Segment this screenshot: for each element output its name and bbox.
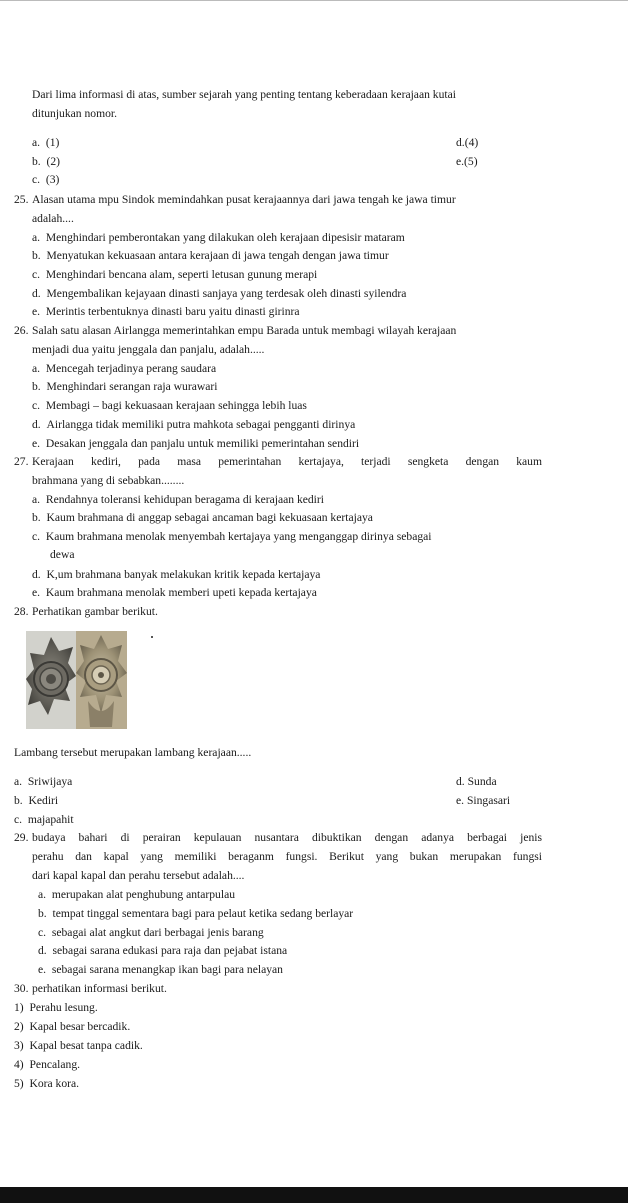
q30-prompt: perhatikan informasi berikut. (32, 982, 167, 995)
option-label: e. (38, 963, 47, 976)
item-label: 1) (14, 1001, 24, 1014)
q27-option-c-continued: dewa (50, 548, 75, 561)
option-label: b. (32, 155, 41, 168)
q28-option-a[interactable] (14, 773, 72, 792)
option-text: majapahit (27, 813, 74, 826)
option-text: Mengembalikan kejayaan dinasti sanjaya yang terdesak oleh dinasti syilendra (46, 287, 407, 300)
option-text: K,um brahmana banyak melakukan kritik kepada kertajaya (46, 568, 321, 581)
q24-option-b[interactable] (32, 153, 60, 172)
option-text: Kaum brahmana menolak memberi upeti kepada kertajaya (45, 586, 317, 599)
option-label: c. (32, 268, 41, 281)
q24-option-a[interactable] (32, 134, 59, 153)
option-text: sebagai sarana menangkap ikan bagi para nelayan (51, 963, 283, 976)
option-label: c. (14, 813, 23, 826)
q30-number: 30. (14, 982, 29, 995)
option-text: Menghindari pemberontakan yang dilakukan oleh kerajaan dipesisir mataram (45, 231, 405, 244)
option-text: Menghindari serangan raja wurawari (46, 380, 218, 393)
q26-option-d[interactable] (32, 416, 355, 435)
option-label: d. (32, 418, 41, 431)
item-text: Pencalang. (29, 1058, 81, 1071)
q25-number: 25. (14, 193, 29, 206)
q29-option-b[interactable] (38, 905, 353, 924)
option-text: Menyatukan kekuasaan antara kerajaan di jawa tengah dengan jawa timur (46, 249, 389, 262)
option-text: merupakan alat penghubung antarpulau (51, 888, 236, 901)
q29-option-c[interactable] (38, 924, 264, 943)
q30-item-5 (14, 1075, 79, 1094)
q24-option-c[interactable] (32, 171, 59, 190)
q28-prompt: Perhatikan gambar berikut. (32, 605, 158, 618)
q28-option-e[interactable] (456, 792, 510, 811)
option-label: d. (32, 287, 41, 300)
option-label: a. (14, 775, 23, 788)
royal-emblem-image (26, 631, 127, 729)
option-label: a. (32, 493, 41, 506)
q25-stem-line-2: adalah.... (32, 212, 74, 225)
q30-item-2 (14, 1018, 130, 1037)
item-label: 2) (14, 1020, 24, 1033)
option-label: e. (32, 437, 41, 450)
stray-mark (151, 636, 153, 638)
option-label: c. (38, 926, 47, 939)
option-label: d. (456, 775, 465, 788)
q25-option-e[interactable] (32, 303, 300, 322)
item-text: Perahu lesung. (29, 1001, 98, 1014)
option-text: Membagi – bagi kekuasaan kerajaan sehingga lebih luas (45, 399, 307, 412)
q25-option-b[interactable] (32, 247, 389, 266)
option-label: b. (32, 511, 41, 524)
option-label: b. (32, 380, 41, 393)
q26-option-c[interactable] (32, 397, 307, 416)
q29-stem-line-2: perahu dan kapal yang memiliki beraganm fungsi. Berikut yang bukan merupakan fungsi (32, 850, 542, 863)
q27-number: 27. (14, 455, 29, 468)
option-label: e. (32, 586, 41, 599)
q27-stem-line-1: Kerajaan kediri, pada masa pemerintahan kertajaya, terjadi sengketa dengan kaum (32, 455, 542, 468)
option-text: Sriwijaya (27, 775, 73, 788)
option-label: a. (32, 362, 41, 375)
option-label: d. (456, 136, 465, 149)
q26-number: 26. (14, 324, 29, 337)
q26-stem-line-1: Salah satu alasan Airlangga memerintahkan empu Barada untuk membagi wilayah kerajaan (32, 324, 457, 337)
option-label: e. (32, 305, 41, 318)
option-label: c. (32, 530, 41, 543)
option-text: Kaum brahmana di anggap sebagai ancaman bagi kekuasaan kertajaya (46, 511, 373, 524)
q29-option-a[interactable] (38, 886, 235, 905)
q30-item-3 (14, 1037, 143, 1056)
option-text: Singasari (466, 794, 511, 807)
item-text: Kora kora. (29, 1077, 80, 1090)
option-text: (2) (46, 155, 61, 168)
q30-item-1 (14, 999, 98, 1018)
top-border (0, 0, 628, 1)
intro-line-1: Dari lima informasi di atas, sumber sejarah yang penting tentang keberadaan kerajaan kutai (32, 88, 456, 101)
q29-stem-line-1: budaya bahari di perairan kepulauan nusantara dibuktikan dengan adanya berbagai jenis (32, 831, 542, 844)
q25-option-c[interactable] (32, 266, 317, 285)
option-label: a. (32, 136, 41, 149)
option-label: d. (32, 568, 41, 581)
q28-option-c[interactable] (14, 811, 74, 830)
option-label: c. (32, 399, 41, 412)
q27-option-d[interactable] (32, 566, 320, 585)
option-text: Kaum brahmana menolak menyembah kertajaya yang menganggap dirinya sebagai (45, 530, 432, 543)
option-label: e. (456, 794, 465, 807)
option-text: (1) (45, 136, 60, 149)
option-text: Sunda (467, 775, 497, 788)
item-label: 4) (14, 1058, 24, 1071)
q28-option-b[interactable] (14, 792, 58, 811)
item-label: 3) (14, 1039, 24, 1052)
option-text: Rendahnya toleransi kehidupan beragama di kerajaan kediri (45, 493, 324, 506)
item-text: Kapal besat tanpa cadik. (29, 1039, 143, 1052)
q30-item-4 (14, 1056, 80, 1075)
q26-option-b[interactable] (32, 378, 217, 397)
option-label: d. (38, 944, 47, 957)
q27-option-c[interactable] (32, 528, 432, 547)
option-text: (4) (464, 136, 479, 149)
option-label: b. (38, 907, 47, 920)
q25-option-d[interactable] (32, 285, 406, 304)
option-text: tempat tinggal sementara bagi para pelaut ketika sedang berlayar (52, 907, 354, 920)
option-text: Merintis terbentuknya dinasti baru yaitu dinasti girinra (45, 305, 300, 318)
q29-number: 29. (14, 831, 29, 844)
option-text: Menghindari bencana alam, seperti letusan gunung merapi (45, 268, 318, 281)
q28-question: Lambang tersebut merupakan lambang kerajaan..... (14, 746, 252, 759)
option-label: a. (38, 888, 47, 901)
option-label: b. (32, 249, 41, 262)
q26-option-a[interactable] (32, 360, 216, 379)
option-text: sebagai alat angkut dari berbagai jenis barang (51, 926, 264, 939)
q27-stem-line-2: brahmana yang di sebabkan........ (32, 474, 185, 487)
option-label: a. (32, 231, 41, 244)
q28-option-d[interactable] (456, 773, 497, 792)
item-text: Kapal besar bercadik. (29, 1020, 131, 1033)
q27-option-b[interactable] (32, 509, 373, 528)
option-text: (5) (464, 155, 478, 168)
option-label: b. (14, 794, 23, 807)
option-label: c. (32, 173, 41, 186)
option-text: sebagai sarana edukasi para raja dan pejabat istana (52, 944, 288, 957)
q27-option-e[interactable] (32, 584, 317, 603)
option-label: e. (456, 155, 465, 168)
q25-stem-line-1: Alasan utama mpu Sindok memindahkan pusat kerajaannya dari jawa tengah ke jawa timur (32, 193, 456, 206)
option-text: Desakan jenggala dan panjalu untuk memiliki pemerintahan sendiri (45, 437, 360, 450)
q29-option-d[interactable] (38, 942, 287, 961)
q29-stem-line-3: dari kapal kapal dan perahu tersebut adalah.... (32, 869, 245, 882)
q24-option-e[interactable] (456, 153, 478, 172)
option-text: Airlangga tidak memiliki putra mahkota sebagai pengganti dirinya (46, 418, 356, 431)
bottom-bar (0, 1187, 628, 1203)
q26-option-e[interactable] (32, 435, 359, 454)
option-text: Kediri (28, 794, 59, 807)
option-text: Mencegah terjadinya perang saudara (45, 362, 217, 375)
q29-option-e[interactable] (38, 961, 283, 980)
q26-stem-line-2: menjadi dua yaitu jenggala dan panjalu, adalah..... (32, 343, 265, 356)
q25-option-a[interactable] (32, 229, 405, 248)
q28-number: 28. (14, 605, 29, 618)
q24-option-d[interactable] (456, 134, 478, 153)
q27-option-a[interactable] (32, 491, 324, 510)
intro-line-2: ditunjukan nomor. (32, 107, 118, 120)
item-label: 5) (14, 1077, 24, 1090)
option-text: (3) (45, 173, 60, 186)
